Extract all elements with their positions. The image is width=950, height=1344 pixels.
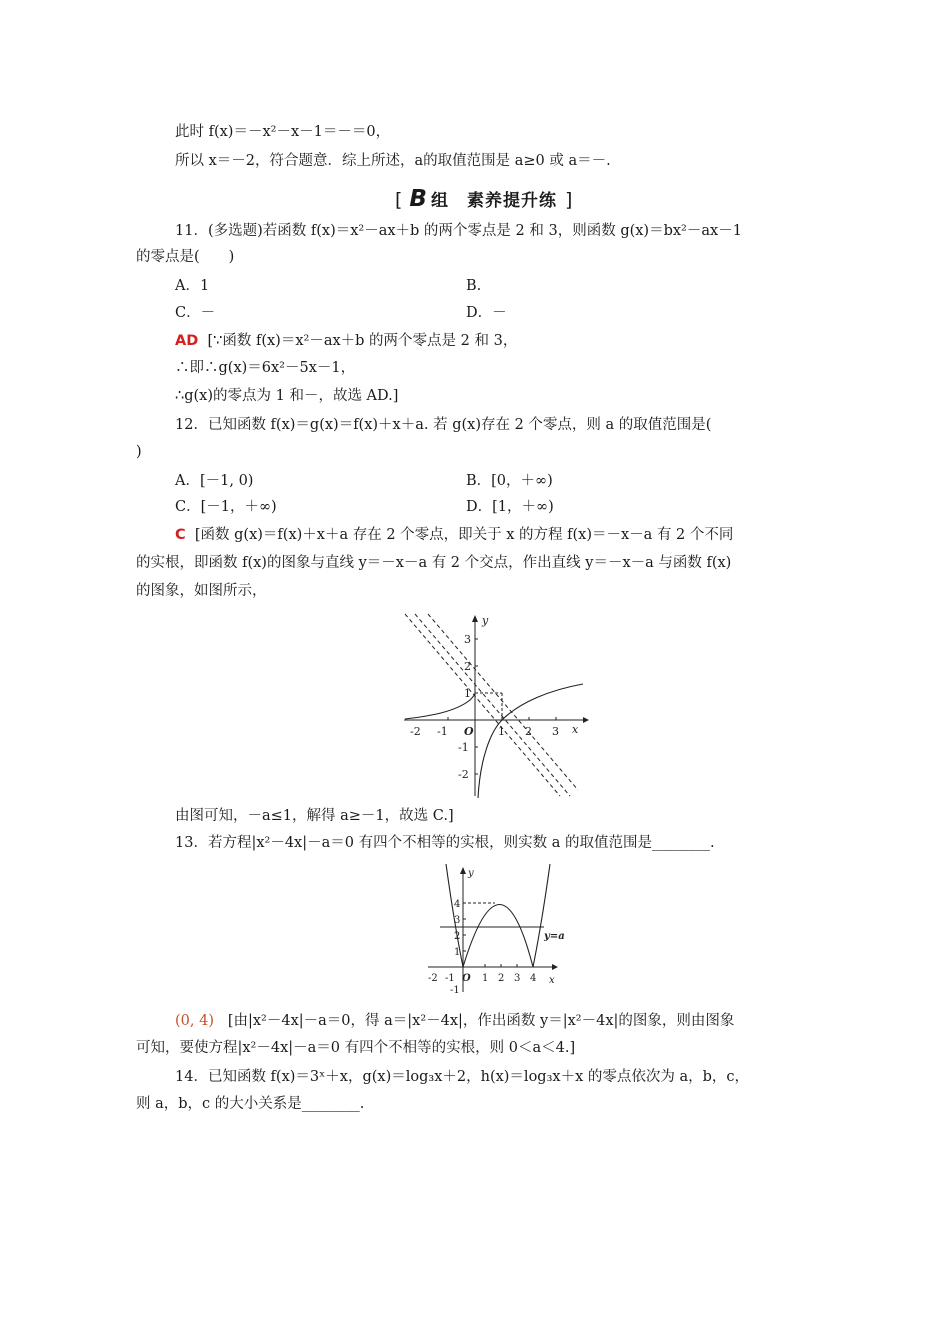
q12-conclusion: 由图可知，－a≤1，解得 a≥－1，故选 C.] (175, 808, 454, 824)
q11-solution-line: ∴即∴g(x)＝6x²－5x－1， (175, 360, 356, 376)
q12-solution-line: 的实根，即函数 f(x)的图象与直线 y＝－x－a 有 2 个交点，作出直线 y＝－x－a 与函数 f(x) (136, 555, 732, 571)
q11-stem-cont: 的零点是( ) (136, 249, 235, 265)
q12-stem: 12．已知函数 f(x)＝g(x)＝f(x)＋x＋a. 若 g(x)存在 2 个零点，则 a 的取值范围是( (175, 417, 712, 433)
q12-stem-cont: ) (136, 444, 142, 460)
y-axis-arrow (460, 867, 466, 874)
x-tick-label: 2 (498, 973, 505, 984)
y-tick-label: -1 (458, 741, 469, 754)
q12-option-d: D．[1，＋∞) (466, 499, 554, 515)
q12-answer: C (175, 527, 186, 543)
origin-label: O (464, 725, 474, 738)
dashed-line (405, 614, 560, 796)
q12-option-c: C．[－1，＋∞) (175, 499, 277, 515)
q11-solution: AD [∵函数 f(x)＝x²－ax＋b 的两个零点是 2 和 3， (175, 333, 518, 349)
section-title-text: 组 素养提升练 (430, 191, 557, 211)
x-tick-label: 3 (514, 973, 521, 984)
q14-stem-cont: 则 a，b，c 的大小关系是________. (136, 1096, 365, 1112)
q13-solution: (0, 4) [由|x²－4x|－a＝0，得 a＝|x²－4x|，作出函数 y＝|x²－4x|的图象，则由图象 (175, 1013, 735, 1029)
y-axis-arrow (472, 615, 478, 622)
x-axis-arrow (583, 717, 589, 723)
q13-answer: (0, 4) (175, 1013, 214, 1029)
q11-stem: 11．(多选题)若函数 f(x)＝x²－ax＋b 的两个零点是 2 和 3，则函数 g(x)＝bx²－ax－1 (175, 223, 742, 239)
y-tick-label: 4 (454, 899, 461, 910)
q11-option-c: C．－ (175, 305, 216, 321)
section-title: [ B 组 素养提升练 ] (395, 186, 574, 212)
figure-2-graph (424, 862, 574, 996)
q11-option-b: B. (466, 278, 482, 294)
q12-option-b: B．[0，＋∞) (466, 473, 553, 489)
x-tick-label: -2 (428, 973, 438, 984)
text-line: 所以 x＝－2，符合题意．综上所述，a的取值范围是 a≥0 或 a＝－. (175, 153, 611, 169)
y-tick-label: 3 (454, 915, 461, 926)
x-tick-label: 1 (498, 725, 505, 738)
q13-stem: 13．若方程|x²－4x|－a＝0 有四个不相等的实根，则实数 a 的取值范围是________. (175, 835, 715, 851)
q11-option-d: D．－ (466, 305, 507, 321)
y-axis-label: y (482, 614, 489, 627)
y-tick-label: -1 (450, 985, 460, 996)
figure-1-graph (400, 610, 590, 800)
q14-stem: 14．已知函数 f(x)＝3ˣ＋x，g(x)＝log₃x＋2，h(x)＝log₃x＋x 的零点依次为 a，b，c， (175, 1069, 750, 1085)
q11-option-a: A．1 (175, 278, 210, 294)
group-letter: B (409, 186, 428, 212)
text-line: 此时 f(x)＝－x²－x－1＝－＝0， (175, 124, 391, 140)
x-tick-label: 2 (525, 725, 532, 738)
dashed-line (428, 614, 578, 790)
x-axis-arrow (552, 964, 558, 970)
dashed-line (415, 614, 570, 796)
x-tick-label: 3 (552, 725, 559, 738)
origin-label: O (462, 973, 471, 984)
x-axis-label: x (549, 975, 555, 986)
line-label: y=a (544, 931, 565, 942)
x-tick-label: 4 (530, 973, 537, 984)
abs-parabola-curve (446, 864, 550, 967)
y-tick-label: 3 (464, 633, 471, 646)
y-tick-label: 1 (454, 947, 461, 958)
x-tick-label: -1 (437, 725, 448, 738)
q12-solution-line: 的图象，如图所示， (136, 583, 267, 599)
y-tick-label: 1 (464, 687, 471, 700)
q12-option-a: A．[－1, 0) (175, 473, 254, 489)
q13-solution-line: 可知，要使方程|x²－4x|－a＝0 有四个不相等的实根，则 0＜a＜4.] (136, 1040, 576, 1056)
q11-answer: AD (175, 333, 199, 349)
y-tick-label: 2 (454, 931, 461, 942)
q11-solution-line: ∴g(x)的零点为 1 和－，故选 AD.] (175, 388, 399, 404)
x-axis-label: x (572, 723, 579, 736)
y-tick-label: -2 (458, 768, 469, 781)
x-tick-label: 1 (482, 973, 489, 984)
q12-solution: C [函数 g(x)＝f(x)＋x＋a 存在 2 个零点，即关于 x 的方程 f(x)＝－x－a 有 2 个不同 (175, 527, 734, 543)
x-tick-label: -2 (410, 725, 421, 738)
y-tick-label: 2 (464, 660, 471, 673)
x-tick-label: -1 (445, 973, 455, 984)
y-axis-label: y (468, 868, 474, 879)
curve-right (478, 684, 583, 798)
